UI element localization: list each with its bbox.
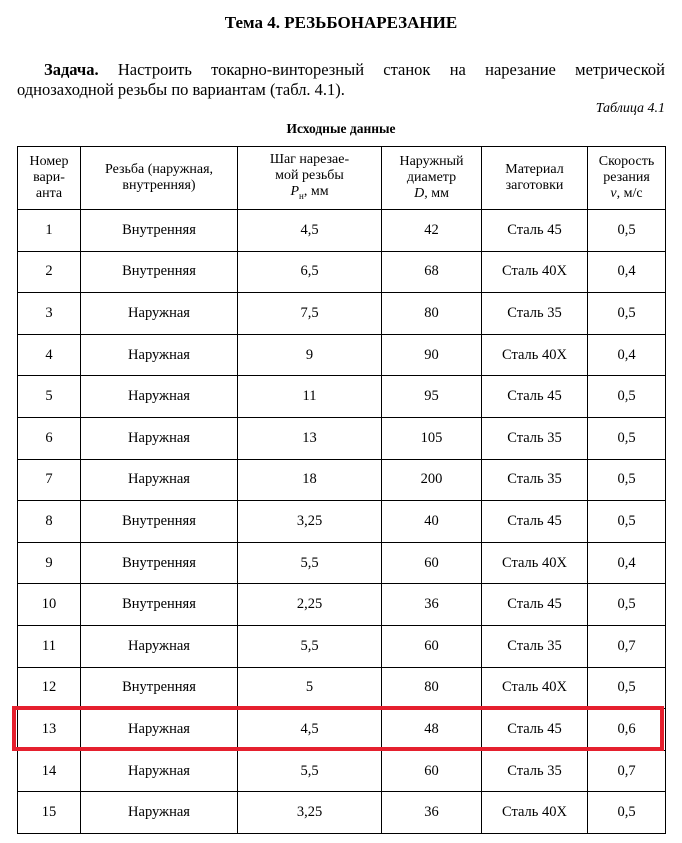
task-paragraph	[17, 60, 665, 100]
material-header	[482, 147, 588, 210]
diameter-cell: 60	[382, 750, 482, 792]
speed-cell: 0,5	[588, 376, 666, 418]
speed-cell: 0,5	[588, 792, 666, 834]
diameter-cell: 60	[382, 542, 482, 584]
thread-type-cell: Внутренняя	[81, 210, 238, 252]
variant-cell: 11	[18, 625, 81, 667]
thread-type-cell: Наружная	[81, 625, 238, 667]
thread-type-header-text: Резьба (наружная, внутренняя)	[104, 162, 214, 193]
thread-type-cell: Наружная	[81, 417, 238, 459]
thread-type-cell: Наружная	[81, 750, 238, 792]
variant-cell: 10	[18, 584, 81, 626]
cutting-speed-header	[588, 147, 666, 210]
pitch-cell: 13	[238, 417, 382, 459]
speed-cell: 0,5	[588, 417, 666, 459]
pitch-cell: 4,5	[238, 709, 382, 751]
diameter-cell: 105	[382, 417, 482, 459]
thread-type-cell: Внутренняя	[81, 542, 238, 584]
pitch-cell: 3,25	[238, 792, 382, 834]
pitch-cell: 2,25	[238, 584, 382, 626]
material-cell: Сталь 45	[482, 501, 588, 543]
material-cell: Сталь 45	[482, 709, 588, 751]
speed-cell: 0,5	[588, 501, 666, 543]
material-cell: Сталь 45	[482, 584, 588, 626]
variant-cell: 15	[18, 792, 81, 834]
variant-cell: 7	[18, 459, 81, 501]
speed-cell: 0,7	[588, 625, 666, 667]
cutting-speed-header-unit: , м/с	[616, 186, 643, 201]
material-cell: Сталь 35	[482, 750, 588, 792]
table-row	[18, 584, 666, 626]
table-row	[18, 667, 666, 709]
table-row	[18, 417, 666, 459]
variant-cell: 9	[18, 542, 81, 584]
variant-cell: 12	[18, 667, 81, 709]
thread-type-cell: Наружная	[81, 459, 238, 501]
task-label: Задача.	[44, 60, 99, 79]
diameter-cell: 36	[382, 584, 482, 626]
material-cell: Сталь 40Х	[482, 251, 588, 293]
variant-cell: 2	[18, 251, 81, 293]
pitch-cell: 5,5	[238, 542, 382, 584]
thread-type-cell: Наружная	[81, 293, 238, 335]
thread-type-cell: Внутренняя	[81, 501, 238, 543]
table-number: Таблица 4.1	[595, 101, 665, 116]
outer-diameter-header-symbol: D	[414, 186, 425, 201]
thread-pitch-header-unit: , мм	[303, 184, 329, 200]
material-cell: Сталь 40Х	[482, 667, 588, 709]
pitch-cell: 5,5	[238, 625, 382, 667]
pitch-cell: 9	[238, 334, 382, 376]
variant-number-header	[18, 147, 81, 210]
speed-cell: 0,6	[588, 709, 666, 751]
table-row	[18, 334, 666, 376]
diameter-cell: 60	[382, 625, 482, 667]
material-cell: Сталь 35	[482, 625, 588, 667]
variant-cell: 6	[18, 417, 81, 459]
material-cell: Сталь 40Х	[482, 792, 588, 834]
speed-cell: 0,5	[588, 584, 666, 626]
outer-diameter-header	[382, 147, 482, 210]
thread-pitch-header-symbol: P	[290, 184, 299, 200]
pitch-cell: 3,25	[238, 501, 382, 543]
speed-cell: 0,4	[588, 334, 666, 376]
table-row	[18, 625, 666, 667]
variant-cell: 1	[18, 210, 81, 252]
outer-diameter-header-unit: , мм	[424, 186, 449, 201]
pitch-cell: 4,5	[238, 210, 382, 252]
pitch-cell: 6,5	[238, 251, 382, 293]
table-header-row	[18, 147, 666, 210]
thread-type-cell: Наружная	[81, 334, 238, 376]
pitch-cell: 5,5	[238, 750, 382, 792]
pitch-cell: 5	[238, 667, 382, 709]
outer-diameter-header-text: Наружный диаметр	[399, 154, 464, 185]
speed-cell: 0,5	[588, 293, 666, 335]
table-row	[18, 750, 666, 792]
diameter-cell: 36	[382, 792, 482, 834]
variant-cell: 13	[18, 709, 81, 751]
speed-cell: 0,5	[588, 210, 666, 252]
table-row	[18, 210, 666, 252]
speed-cell: 0,4	[588, 542, 666, 584]
diameter-cell: 68	[382, 251, 482, 293]
variant-cell: 5	[18, 376, 81, 418]
page-title: Тема 4. РЕЗЬБОНАРЕЗАНИЕ	[224, 13, 458, 32]
thread-pitch-header-text: Шаг нарезае- мой резьбы	[269, 152, 350, 184]
variant-cell: 14	[18, 750, 81, 792]
diameter-cell: 42	[382, 210, 482, 252]
table-row	[18, 501, 666, 543]
speed-cell: 0,4	[588, 251, 666, 293]
table-row	[18, 459, 666, 501]
diameter-cell: 80	[382, 667, 482, 709]
pitch-cell: 18	[238, 459, 382, 501]
task-text: Настроить токарно-винторезный станок на нарезание метрической однозаходной резьбы по вариантам (табл. 4.1).	[17, 60, 665, 99]
thread-type-cell: Внутренняя	[81, 667, 238, 709]
diameter-cell: 90	[382, 334, 482, 376]
thread-type-cell: Наружная	[81, 376, 238, 418]
table-caption: Исходные данные	[286, 121, 396, 136]
table-row	[18, 251, 666, 293]
material-cell: Сталь 35	[482, 459, 588, 501]
diameter-cell: 40	[382, 501, 482, 543]
pitch-cell: 7,5	[238, 293, 382, 335]
thread-type-cell: Наружная	[81, 709, 238, 751]
thread-pitch-header	[238, 147, 382, 210]
material-cell: Сталь 35	[482, 417, 588, 459]
thread-type-cell: Наружная	[81, 792, 238, 834]
table-row	[18, 293, 666, 335]
variant-cell: 4	[18, 334, 81, 376]
cutting-speed-header-symbol: v	[610, 186, 617, 201]
diameter-cell: 80	[382, 293, 482, 335]
diameter-cell: 200	[382, 459, 482, 501]
cutting-speed-header-text: Скорость резания	[598, 154, 655, 185]
thread-type-cell: Внутренняя	[81, 584, 238, 626]
thread-type-header	[81, 147, 238, 210]
thread-type-cell: Внутренняя	[81, 251, 238, 293]
material-cell: Сталь 40Х	[482, 334, 588, 376]
material-cell: Сталь 45	[482, 376, 588, 418]
speed-cell: 0,7	[588, 750, 666, 792]
table-row	[18, 542, 666, 584]
speed-cell: 0,5	[588, 667, 666, 709]
table-row	[18, 376, 666, 418]
diameter-cell: 48	[382, 709, 482, 751]
material-cell: Сталь 40Х	[482, 542, 588, 584]
pitch-cell: 11	[238, 376, 382, 418]
speed-cell: 0,5	[588, 459, 666, 501]
thread-pitch-header-subscript: н	[299, 190, 304, 201]
variant-cell: 8	[18, 501, 81, 543]
diameter-cell: 95	[382, 376, 482, 418]
material-cell: Сталь 45	[482, 210, 588, 252]
variant-number-header-text: Номер вари- анта	[29, 154, 69, 201]
highlight-box	[12, 706, 664, 751]
material-header-text: Материал заготовки	[505, 162, 564, 193]
material-cell: Сталь 35	[482, 293, 588, 335]
table-row	[18, 792, 666, 834]
variant-cell: 3	[18, 293, 81, 335]
